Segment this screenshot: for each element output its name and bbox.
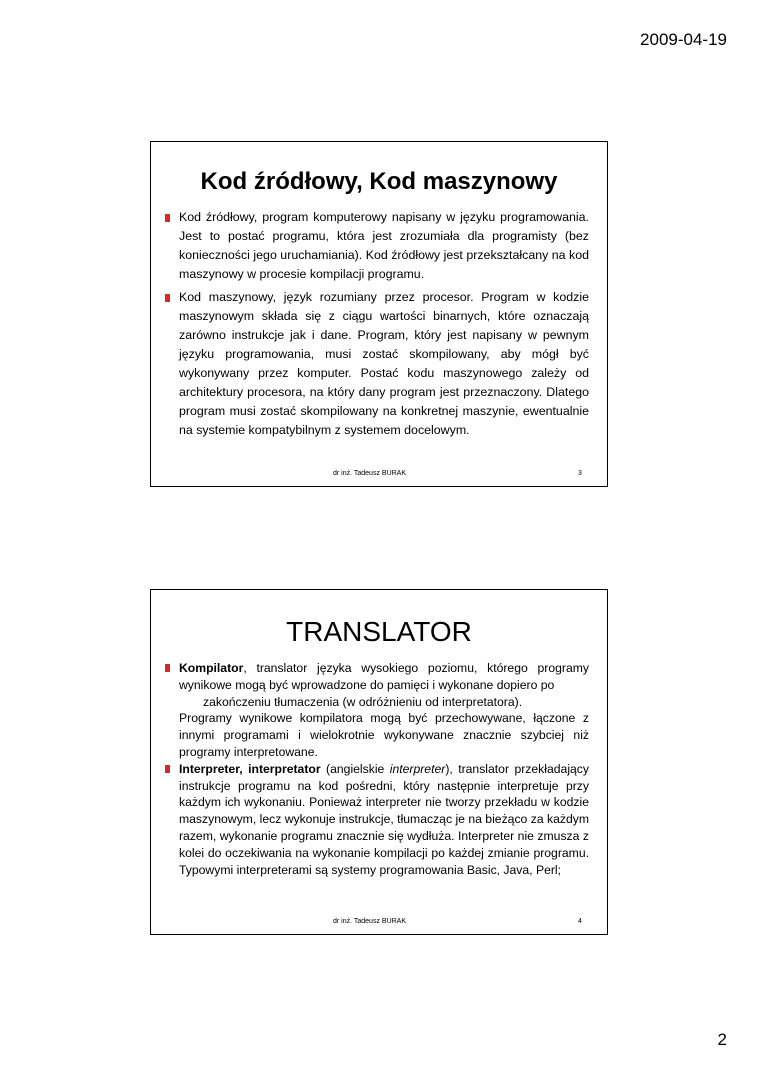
bullet-item-interpreter bbox=[179, 761, 589, 879]
bullet-marker-icon bbox=[165, 765, 170, 773]
page-date: 2009-04-19 bbox=[640, 30, 727, 49]
bullet-text: ), translator przekładający instrukcje programu na kod pośredni, który następnie interpretuje przy każdym ich wykonaniu. Ponieważ interpreter nie tworzy przekładu w kodzie maszynowym, lecz wykonuje instrukcje, tłumacząc je na bieżąco za każdym razem, wykonanie programu znacznie się wydłuża. Interpreter nie zmusza z kolei do oczekiwania na wykonanie kompilacji po każdej zmianie programu. Typowymi interpreterami są systemy programowania Basic, Java, Perl; bbox=[179, 761, 589, 877]
slide-number: 4 bbox=[578, 918, 582, 925]
term-interpreter: Interpreter, interpretator bbox=[179, 761, 321, 776]
bullet-text: Programy wynikowe kompilatora mogą być przechowywane, łączone z innymi programami i wielokrotnie wykonywane znacznie szybciej niż programy interpretowane. bbox=[179, 711, 589, 759]
slide-kod-zrodlowy bbox=[150, 141, 608, 487]
bullet-item-kompilator bbox=[179, 660, 589, 761]
term-interpreter-en: interpreter bbox=[389, 761, 446, 776]
bullet-text: Kod źródłowy, program komputerowy napisany w języku programowania. Jest to postać programu, która jest zrozumiała dla programisty (bez konieczności jego uruchamiania). Kod źródłowy jest przekształcany na kod maszynowy w procesie kompilacji programu. bbox=[179, 210, 589, 281]
bullet-text: , translator języka wysokiego poziomu, którego programy wynikowe mogą być wprowadzone do pamięci i wykonane dopiero po bbox=[179, 661, 589, 692]
slide-title: TRANSLATOR bbox=[286, 616, 472, 647]
bullet-text: zakończeniu tłumaczenia (w odróżnieniu od interpretatora). bbox=[203, 694, 523, 709]
slide-number: 3 bbox=[578, 470, 582, 477]
slide-title: Kod źródłowy, Kod maszynowy bbox=[200, 168, 558, 195]
bullet-list bbox=[151, 660, 607, 878]
bullet-item bbox=[179, 208, 589, 284]
bullet-text: (angielskie bbox=[320, 761, 390, 776]
bullet-marker-icon bbox=[165, 214, 170, 222]
footer-author: dr inż. Tadeusz BURAK bbox=[333, 470, 407, 477]
term-kompilator: Kompilator bbox=[179, 661, 244, 675]
slide-translator bbox=[150, 589, 608, 935]
bullet-item bbox=[179, 288, 589, 440]
bullet-marker-icon bbox=[165, 294, 170, 302]
footer-author: dr inż. Tadeusz BURAK bbox=[333, 918, 407, 925]
bullet-marker-icon bbox=[165, 664, 170, 672]
page-number: 2 bbox=[717, 1030, 727, 1049]
bullet-list bbox=[151, 208, 607, 440]
bullet-text: Kod maszynowy, język rozumiany przez procesor. Program w kodzie maszynowym składa się z ciągu wartości binarnych, które oznaczają zarówno instrukcje jak i dane. Program, który jest napisany w pewnym języku programowania, musi zostać skompilowany, aby mógł być wykonywany przez komputer. Postać kodu maszynowego zależy od architektury procesora, na który dany program jest przeznaczony. Dlatego program musi zostać skompilowany na konkretnej maszynie, ewentualnie na systemie kompatybilnym z systemem docelowym. bbox=[179, 290, 589, 437]
